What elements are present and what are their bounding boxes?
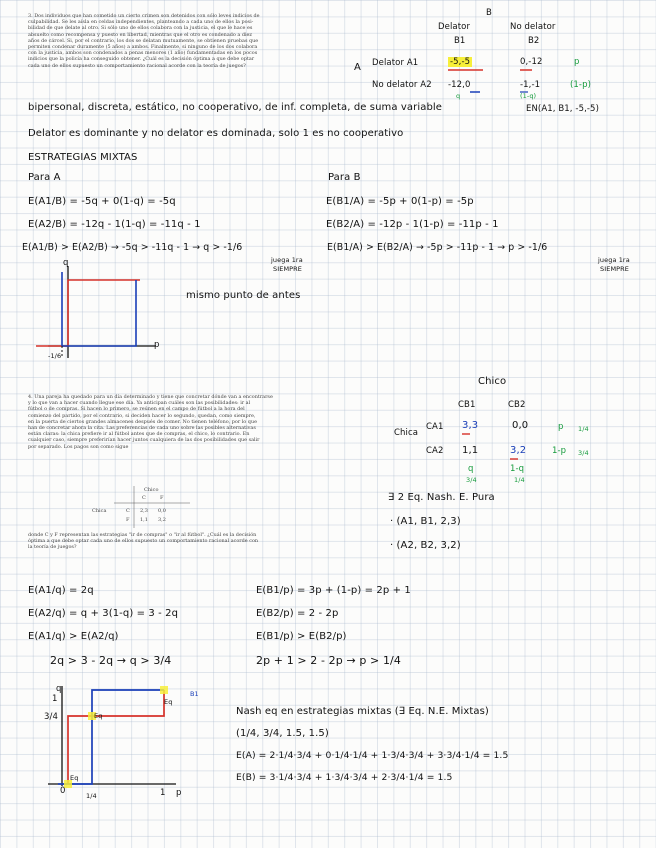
graph2-q-label: q	[56, 684, 62, 694]
problem3-line: con la justicia, ambos son condenados a penas menores (1 año) fundamentadas en los pocos	[28, 50, 258, 57]
problem3-line: 3. Dos individuos que han cometido un cierto crimen son detenidos con sólo leves indicios de	[28, 13, 260, 19]
notes1-juega-b-2: SIEMPRE	[600, 265, 630, 273]
matrix2-chica: Chica	[394, 428, 419, 438]
notes1-eb-inequality: E(B1/A) > E(B2/A) → -5p > -11p - 1 → p > -1/6	[327, 242, 548, 253]
problem4-line: cualquier caso, siempre preferirían hacer juntos cualquiera de las dos posibilidades que salir	[28, 437, 260, 444]
notes1-para-a: Para A	[28, 172, 61, 183]
notes2-ea1: E(A1/q) = 2q	[28, 585, 94, 596]
matrix2-c11: 3,3	[462, 420, 479, 431]
matrix2-q: q	[468, 464, 474, 474]
graph2-player-a-best-response	[68, 690, 164, 784]
problem4-table-col-f: F	[160, 495, 164, 501]
notes1-ea1: E(A1/B) = -5q + 0(1-q) = -5q	[28, 196, 176, 207]
matrix2-p-val: 1/4	[578, 425, 589, 433]
graph1-mark: -1/6	[48, 352, 62, 360]
matrix2-p: p	[558, 422, 564, 432]
problem3-line: cada uno de ellos supuesto un comportamiento racional acorde con la teoría de juegos?	[28, 62, 246, 69]
problem4-table-row-f-label: F	[126, 517, 130, 523]
notes1-same-point: mismo punto de antes	[186, 290, 301, 301]
problem4-after-text	[28, 532, 350, 551]
matrix1-row2: No delator A2	[372, 80, 432, 90]
graph2-0-label: 0	[60, 786, 66, 796]
matrix1-one-minus-q: (1-q)	[520, 92, 537, 100]
notes2-eb1: E(B1/p) = 3p + (1-p) = 2p + 1	[256, 585, 411, 596]
problem4-line: están claras: la chica prefiere ir al fútbol antes que de compras, el chico, lo contrario. En	[28, 431, 250, 438]
notes1-ea-inequality: E(A1/B) > E(A2/B) → -5q > -11q - 1 → q > -1/6	[22, 242, 243, 253]
graph2-eq-top: Eq	[164, 698, 173, 706]
matrix1-cell21: -12,0	[448, 80, 471, 90]
matrix1-col2-sub: B2	[528, 36, 540, 46]
problem4-table-header: Chico	[144, 487, 159, 493]
problem3-line: indicios que la policía ha conseguido obtener. ¿Cuál es la decisión óptima a que debe optar	[28, 56, 255, 63]
matrix2-chico: Chico	[478, 376, 507, 387]
problem4-line: por separado. Los pagos son como sigue	[28, 443, 129, 450]
graph2-eq-bottom: Eq	[70, 774, 79, 782]
problem4-after-line: la teoría de juegos?	[28, 544, 77, 551]
problem4-table	[90, 486, 190, 528]
problem3-line: permiten condenar duramente (5 años) a ambos. Finalmente, si ninguno de los dos colabora	[28, 44, 258, 51]
problem4-table-row-c-f: 0,0	[158, 508, 166, 514]
graph1-q-label: q	[63, 258, 69, 268]
matrix1-row1: Delator A1	[372, 58, 419, 68]
notes2-eb-inequality: 2p + 1 > 2 - 2p → p > 1/4	[256, 654, 401, 667]
problem4-table-row-f-c: 1,1	[140, 517, 148, 523]
matrix2-one-minus-p-val: 3/4	[578, 449, 589, 457]
matrix1-one-minus-p: (1-p)	[570, 80, 592, 90]
notes2-eb2: E(B2/p) = 2 - 2p	[256, 608, 339, 619]
problem4-after-line: donde C y F representan las estrategias "ir de compras" o "ir al fútbol". ¿Cuál es la decisión	[28, 532, 257, 538]
problem4-after-line: óptima a que debe optar cada uno de ellos supuesto un comportamiento racional acorde con	[28, 538, 259, 545]
problem4-line: y lo que van a hacer cuando llegue ese día. Ya anticipan cuáles son las posibilidades: ir al	[28, 400, 251, 407]
problem4-line: comienzo del partido, por el contrario, si deciden hacer lo segundo, quedan, como siempre,	[28, 412, 256, 419]
notes1-classification: bipersonal, discreta, estático, no cooperativo, de inf. completa, de suma variable	[28, 102, 443, 113]
matrix2-ca2: CA2	[426, 446, 444, 456]
notes1-eb2: E(B2/A) = -12p - 1(1-p) = -11p - 1	[326, 219, 499, 230]
problem4-table-row-c-label: C	[126, 508, 130, 514]
graph2-eq-highlight-top	[160, 686, 168, 694]
matrix1-cell22: -1,-1	[520, 80, 541, 90]
problem4-line: fútbol o de compras. Si hacen lo primero, se reúnen en el campo de fútbol a la hora del	[28, 406, 245, 413]
problem3-line: absuelto como recompensa y puesto en libertad, mientras que el otro es condenado a diez	[28, 31, 252, 38]
graph2-one-label: 1	[52, 694, 58, 704]
matrix2-c21: 1,1	[462, 445, 479, 456]
matrix1-col1-sub: B1	[454, 36, 466, 46]
notes1-eb1: E(B1/A) = -5p + 0(1-p) = -5p	[326, 196, 474, 207]
matrix2-exists: ∃ 2 Eq. Nash. E. Pura	[388, 492, 495, 503]
notes1-juega-a-1: juega 1ra	[271, 256, 303, 264]
notes1-para-b: Para B	[328, 172, 361, 183]
matrix1-player-b: B	[486, 8, 492, 18]
notes1-dominance: Delator es dominante y no delator es dominada, solo 1 es no cooperativo	[28, 128, 404, 139]
matrix2-one-minus-p: 1-p	[552, 446, 567, 456]
matrix2-one-minus-q: 1-q	[510, 464, 525, 474]
problem4-table-row-f-f: 3,2	[158, 517, 166, 523]
notes2-ea2: E(A2/q) = q + 3(1-q) = 3 - 2q	[28, 608, 179, 619]
problem3-line: culpabilidad. Se les aísla en celdas independientes, planteando a cada uno de ellos la posi-	[28, 19, 254, 26]
problem3-line: bilidad de que delate al otro. Si sólo uno de ellos colabora con la justicia, el que le hace es	[28, 25, 253, 32]
matrix1-player-a: A	[354, 62, 361, 73]
problem3-line: años de cárcel. Si, por el contrario, los dos se delatan mutuamente, se obtienen pruebas que	[28, 37, 259, 44]
matrix2-c22: 3,2	[510, 445, 527, 456]
notes2-ea-inequality: 2q > 3 - 2q → q > 3/4	[50, 654, 172, 667]
graph2-1-label: 1	[160, 788, 166, 798]
notes2-ea-compare: E(A1/q) > E(A2/q)	[28, 631, 119, 642]
matrix1-p: p	[574, 57, 580, 67]
graph2-34-label: 3/4	[44, 712, 58, 722]
matrix2-cb1: CB1	[458, 400, 476, 410]
problem4-table-col-c: C	[142, 495, 146, 501]
matrix2-q-val: 3/4	[466, 476, 477, 484]
notes2-eb-value: E(B) = 3·1/4·3/4 + 1·3/4·3/4 + 2·3/4·1/4 = 1.5	[236, 772, 453, 783]
notes2-nash-tuple: (1/4, 3/4, 1.5, 1.5)	[236, 728, 329, 739]
problem4-line: 4. Una pareja ha quedado para un día determinado y tiene que concretar dónde van a encontrarse	[28, 394, 273, 400]
matrix1-q: q	[456, 92, 461, 100]
graph2-14-label: 1/4	[86, 792, 97, 800]
matrix2-one-minus-q-val: 1/4	[514, 476, 525, 484]
matrix2-eq2: · (A2, B2, 3,2)	[390, 540, 461, 551]
notes1-juega-b-1: juega 1ra	[598, 256, 630, 264]
problem4-line: en la puerta de ciertos grandes almacenes después de comer. No tienen teléfono, por lo que	[28, 418, 257, 425]
notes1-ea2: E(A2/B) = -12q - 1(1-q) = -11q - 1	[28, 219, 201, 230]
matrix1-cell11: -5,-5	[450, 57, 471, 67]
notes2-eb-compare: E(B1/p) > E(B2/p)	[256, 631, 347, 642]
notes2-ea-value: E(A) = 2·1/4·3/4 + 0·1/4·1/4 + 1·3/4·3/4 + 3·3/4·1/4 = 1.5	[236, 750, 509, 761]
notes1-nash-equilibrium: EN(A1, B1, -5,-5)	[526, 104, 599, 114]
matrix1-col1: Delator	[438, 22, 471, 32]
matrix2-c12: 0,0	[512, 420, 529, 431]
graph2-p-label: p	[176, 788, 182, 798]
notes1-mixed-heading: ESTRATEGIAS MIXTAS	[28, 152, 138, 163]
graph2-b1-label: B1	[190, 690, 199, 698]
matrix2-ca1: CA1	[426, 422, 444, 432]
notes2-nash-title: Nash eq en estrategias mixtas (∃ Eq. N.E. Mixtas)	[236, 706, 489, 717]
graph2-player-b-best-response	[58, 690, 164, 784]
notes1-juega-a-2: SIEMPRE	[273, 265, 303, 273]
matrix1-cell12: 0,-12	[520, 57, 543, 67]
graph1-p-label: p	[154, 340, 160, 350]
matrix1-col2: No delator	[510, 22, 556, 32]
graph2-eq-mid: Eq	[94, 712, 103, 720]
problem4-table-row-player: Chica	[92, 508, 107, 514]
matrix2-eq1: · (A1, B1, 2,3)	[390, 516, 461, 527]
problem4-line: han de concretar ahora la cita. Las preferencias de cada uno sobre las posibles alternativas	[28, 425, 256, 432]
problem4-table-row-c-c: 2,3	[140, 508, 148, 514]
matrix2-cb2: CB2	[508, 400, 526, 410]
